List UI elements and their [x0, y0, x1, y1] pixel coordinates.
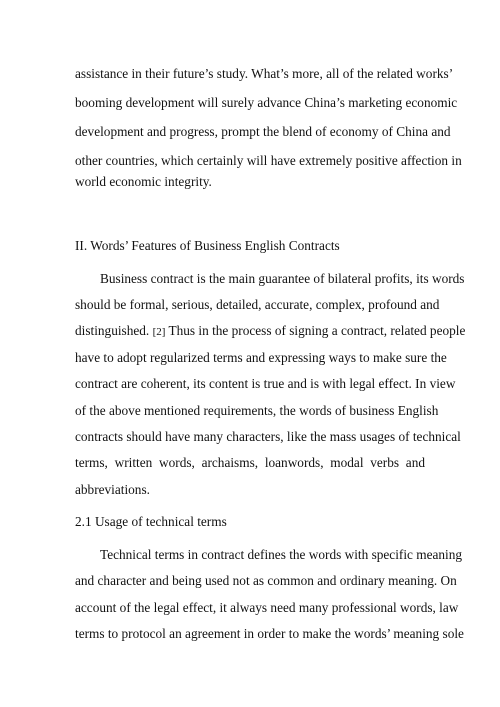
citation-reference: [2]: [152, 326, 166, 338]
text-line: should be formal, serious, detailed, accurate, complex, profound and: [75, 297, 440, 312]
text-line: assistance in their future’s study. What’s more, all of the related works’: [75, 66, 454, 81]
text-line: terms, written words, archaisms, loanwords, modal verbs and: [75, 455, 425, 470]
text-line: contract are coherent, its content is true and is with legal effect. In view: [75, 376, 456, 391]
text-fragment: Thus in the process of signing a contract, related people: [168, 323, 466, 338]
text-line-with-citation: [75, 323, 466, 340]
text-line: development and progress, prompt the blend of economy of China and: [75, 124, 451, 139]
text-line: contracts should have many characters, like the mass usages of technical: [75, 429, 461, 444]
text-line: terms to protocol an agreement in order to make the words’ meaning sole: [75, 626, 464, 641]
text-fragment: distinguished.: [75, 323, 150, 338]
text-line: booming development will surely advance China’s marketing economic: [75, 95, 458, 110]
text-line: of the above mentioned requirements, the words of business English: [75, 403, 439, 418]
text-line: Technical terms in contract defines the words with specific meaning: [100, 547, 463, 562]
text-line: abbreviations.: [75, 482, 150, 497]
text-line: Business contract is the main guarantee of bilateral profits, its words: [100, 271, 465, 286]
subsection-heading: 2.1 Usage of technical terms: [75, 514, 227, 529]
text-line: other countries, which certainly will have extremely positive affection in: [75, 153, 462, 168]
section-heading: II. Words’ Features of Business English Contracts: [75, 238, 340, 253]
text-line: world economic integrity.: [75, 174, 212, 189]
text-line: account of the legal effect, it always need many professional words, law: [75, 600, 459, 615]
text-line: have to adopt regularized terms and expressing ways to make sure the: [75, 350, 447, 365]
text-line: and character and being used not as common and ordinary meaning. On: [75, 573, 457, 588]
